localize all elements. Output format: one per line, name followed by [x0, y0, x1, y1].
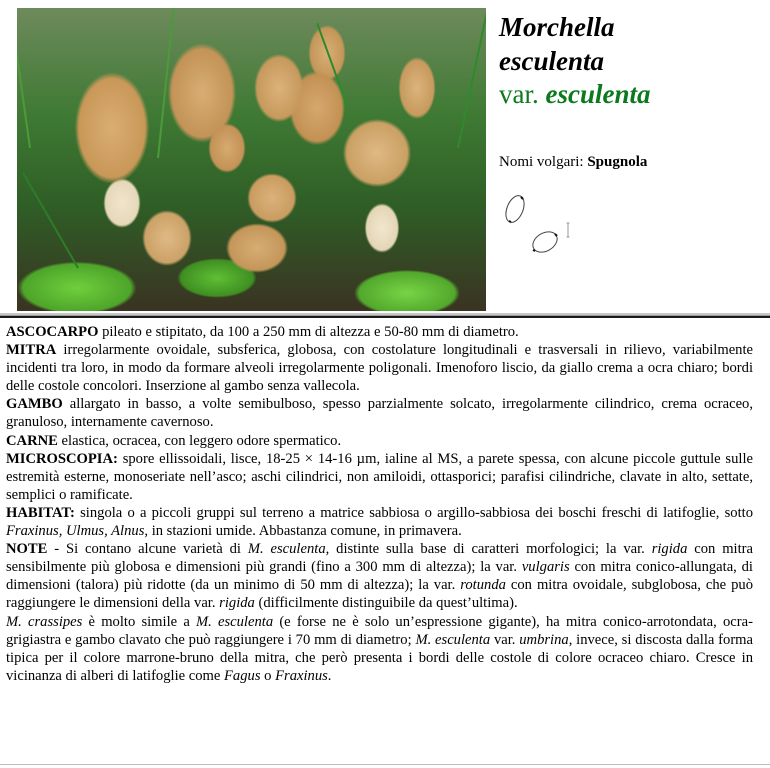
- section-mitra: [6, 341, 753, 395]
- taxon-name: rigida: [219, 595, 255, 612]
- taxon-name: rigida: [651, 541, 688, 558]
- section-text: con mitra ovoidale, subglobosa, che può raggiungere le dimensioni della var.: [6, 577, 753, 612]
- variety-prefix: var.: [499, 79, 539, 109]
- section-note2: [6, 613, 753, 685]
- section-gambo: [6, 395, 753, 431]
- variety-name: esculenta: [545, 79, 651, 109]
- spore-illustration-icon: [500, 190, 580, 260]
- taxon-name: Fraxinus, Ulmus, Alnus: [6, 523, 145, 540]
- section-heading: NOTE: [6, 541, 48, 558]
- section-heading: MITRA: [6, 342, 57, 359]
- section-text: .: [327, 667, 332, 684]
- taxon-name: M. esculenta: [247, 541, 326, 558]
- section-text: irregolarmente ovoidale, subsferica, globosa, con costolature longitudinali e trasversali in rilievo, variabilmente incidenti tra loro, in modo da formare alveoli irregolarmente poligonali. Imenoforo liscio, da giallo crema a ocra chiaro; bordi delle costole concolori. Inserzione al gambo senza vallecola.: [6, 342, 753, 395]
- taxon-name: vulgaris: [521, 559, 570, 576]
- section-text: singola o a piccoli gruppi sul terreno a matrice sabbiosa o argillo-sabbiosa dei boschi freschi di latifoglie, sotto: [74, 504, 753, 521]
- section-text: , invece, si discosta dalla forma tipica per il colore marrone-bruno della mitra, che però presenta i bordi delle costole di colore ocraceo chiaro. Cresce in vicinanza di alberi di latifoglie come: [6, 631, 754, 684]
- section-text: (e forse ne è solo un’espressione gigante), ha mitra conico-arrotondata, ocra-grigiastra e gambo clavato che può raggiungere i 70 mm di diametro;: [6, 613, 753, 648]
- common-names-label: Nomi volgari:: [499, 154, 584, 170]
- section-text: allargato in basso, a volte semibulboso, spesso parzialmente solcato, irregolarmente cilindrico, crema ocraceo, granuloso, internamente cavernoso.: [6, 396, 753, 431]
- taxon-name: rotunda: [460, 577, 506, 594]
- section-text: con mitra sensibilmente più globosa e dimensioni più grandi (fino a 300 mm di altezza); la var.: [6, 541, 753, 576]
- section-microscopia: [6, 450, 753, 504]
- common-names: [499, 154, 647, 171]
- section-note: [6, 540, 753, 612]
- taxon-name: M. esculenta: [196, 613, 274, 630]
- taxon-name: M. crassipes: [6, 613, 83, 630]
- taxon-name: M. esculenta: [415, 631, 491, 648]
- title-variety: [499, 78, 651, 110]
- section-heading: MICROSCOPIA:: [6, 450, 118, 467]
- section-ascocarpo: [6, 323, 753, 341]
- section-text: è molto simile a: [82, 613, 196, 630]
- section-text: , distinte sulla base di caratteri morfologici; la var.: [325, 541, 652, 558]
- section-text: elastica, ocracea, con leggero odore spermatico.: [57, 432, 342, 449]
- section-text: con mitra conico-allungata, di dimensioni (talora) più ridotte (da un minimo di 50 mm di altezza); la var.: [6, 559, 753, 594]
- section-heading: CARNE: [6, 432, 58, 449]
- section-heading: GAMBO: [6, 396, 63, 413]
- section-text: pileato e stipitato, da 100 a 250 mm di altezza e 50-80 mm di diametro.: [98, 324, 519, 340]
- species-title: [499, 10, 651, 110]
- section-text: spore ellissoidali, lisce, 18-25 × 14-16 µm, ialine al MS, a parete spessa, con alcune piccole guttule sulle estremità esterne, monoseriate nell’asco; aschi cilindrici, non amiloidi, ottasporici; parafisi cilindriche, clavate in alto, settate, semplici o ramificate.: [6, 450, 753, 503]
- section-habitat: [6, 504, 753, 540]
- section-text: - Si contano alcune varietà di: [47, 541, 248, 558]
- taxon-name: umbrina: [519, 631, 569, 648]
- title-genus: Morchella: [499, 12, 615, 42]
- section-text: var.: [490, 631, 520, 648]
- taxon-name: Fagus: [224, 667, 261, 684]
- bottom-divider: [0, 764, 770, 765]
- description: [6, 323, 753, 685]
- common-names-value: Spugnola: [587, 154, 648, 170]
- taxon-name: Fraxinus: [275, 667, 328, 684]
- section-divider: [0, 313, 770, 318]
- title-species: esculenta: [499, 46, 604, 76]
- section-text: (difficilmente distinguibile da quest’ultima).: [254, 595, 518, 612]
- section-heading: HABITAT:: [6, 504, 75, 521]
- section-heading: ASCOCARPO: [6, 324, 99, 340]
- mushroom-photo: [17, 8, 486, 311]
- section-text: , in stazioni umide. Abbastanza comune, in primavera.: [144, 523, 462, 540]
- section-carne: [6, 432, 753, 450]
- section-text: o: [260, 667, 276, 684]
